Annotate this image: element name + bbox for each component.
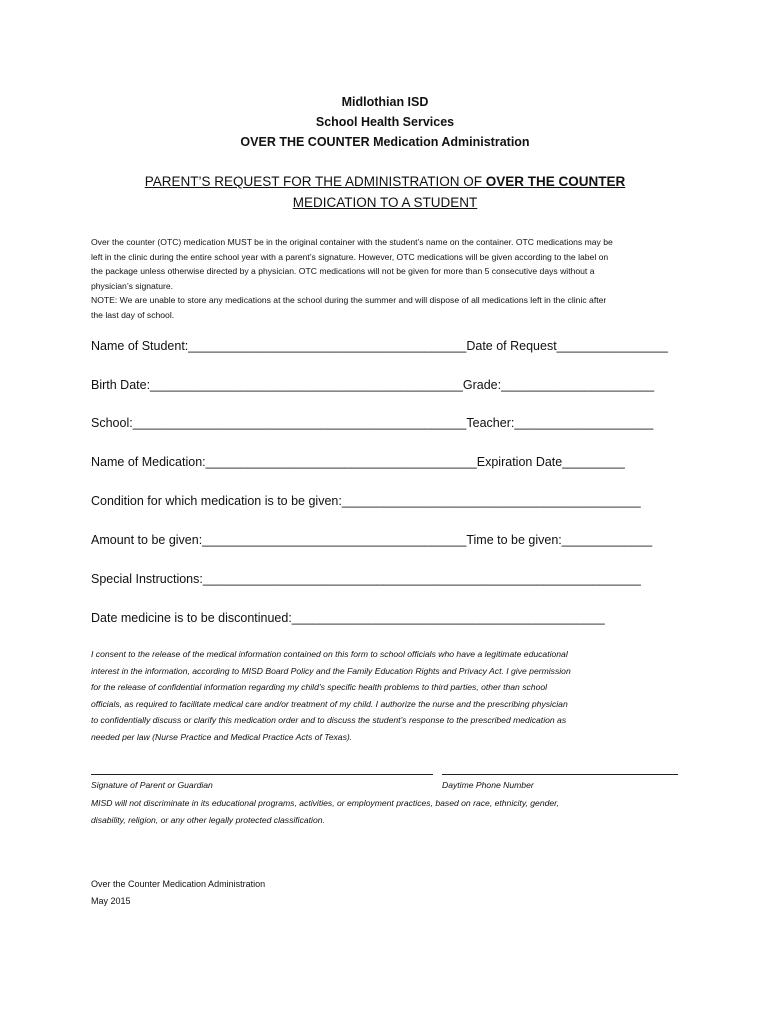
intro-text	[91, 235, 681, 323]
parent-signature-line[interactable]	[91, 774, 433, 775]
department-name: School Health Services	[315, 115, 455, 129]
medication-name-field[interactable]: Name of Medication:_______________________________________Expiration Date_________	[91, 455, 625, 469]
intro-line: the last day of school.	[91, 309, 175, 320]
program-name: OVER THE COUNTER Medication Administration	[240, 135, 530, 149]
intro-line: the package unless otherwise directed by a physician. OTC medications will not be given for more than 5 consecutive days without a	[91, 266, 595, 277]
intro-line: left in the clinic during the entire school year with a parent’s signature. However, OTC medications will be given according to the label on	[91, 251, 609, 262]
consent-line: I consent to the release of the medical information contained on this form to school officials who have a legitimate educational	[91, 649, 568, 659]
consent-line: for the release of confidential information regarding my child’s specific health problems to third parties, other than school	[91, 682, 548, 692]
condition-field[interactable]: Condition for which medication is to be given:___________________________________________	[91, 494, 641, 508]
consent-line: needed per law (Nurse Practice and Medical Practice Acts of Texas).	[91, 731, 353, 742]
intro-line: NOTE: We are unable to store any medications at the school during the summer and will dispose of all medications left in the clinic after	[91, 295, 607, 306]
intro-line: Over the counter (OTC) medication MUST be in the original container with the student’s name on the container. OTC medications may be	[91, 237, 613, 247]
amount-field[interactable]: Amount to be given:______________________________________Time to be given:_____________	[91, 533, 653, 547]
discontinue-date-field[interactable]: Date medicine is to be discontinued:_____________________________________________	[91, 611, 605, 625]
consent-line: interest in the information, according to MISD Board Policy and the Family Education Rights and Privacy Act. I give permission	[91, 665, 571, 676]
district-name: Midlothian ISD	[341, 95, 429, 109]
footer-title: Over the Counter Medication Administration	[91, 879, 266, 889]
student-name-field[interactable]: Name of Student:________________________________________Date of Request________________	[91, 339, 668, 353]
consent-line: to confidentially discuss or clarify this medication order and to discuss the student’s response to the prescribed medication as	[91, 715, 567, 725]
form-title-part1: PARENT’S REQUEST FOR THE ADMINISTRATION OF	[144, 174, 486, 189]
parent-signature-label: Signature of Parent or Guardian	[91, 780, 213, 790]
intro-line: physician’s signature.	[91, 280, 174, 291]
nondiscrimination-notice	[91, 795, 681, 828]
form-title-bold: OVER THE COUNTER	[485, 174, 626, 189]
phone-number-label: Daytime Phone Number	[442, 780, 534, 790]
notice-line: MISD will not discriminate in its educational programs, activities, or employment practices, based on race, ethnicity, gender,	[91, 798, 559, 808]
notice-line: disability, religion, or any other legally protected classification.	[91, 814, 325, 825]
form-title-line2: MEDICATION TO A STUDENT	[292, 195, 478, 210]
form-title-line1	[0, 174, 770, 189]
birth-date-field[interactable]: Birth Date:_____________________________________________Grade:______________________	[91, 378, 655, 392]
consent-text	[91, 646, 681, 745]
phone-number-line[interactable]	[442, 774, 678, 775]
footer-date: May 2015	[91, 896, 131, 906]
consent-line: officials, as required to facilitate medical care and/or treatment of my child. I authorize the nurse and the prescribing physician	[91, 698, 568, 709]
special-instructions-field[interactable]: Special Instructions:_______________________________________________________________	[91, 572, 641, 586]
school-field[interactable]: School:________________________________________________Teacher:____________________	[91, 416, 654, 430]
